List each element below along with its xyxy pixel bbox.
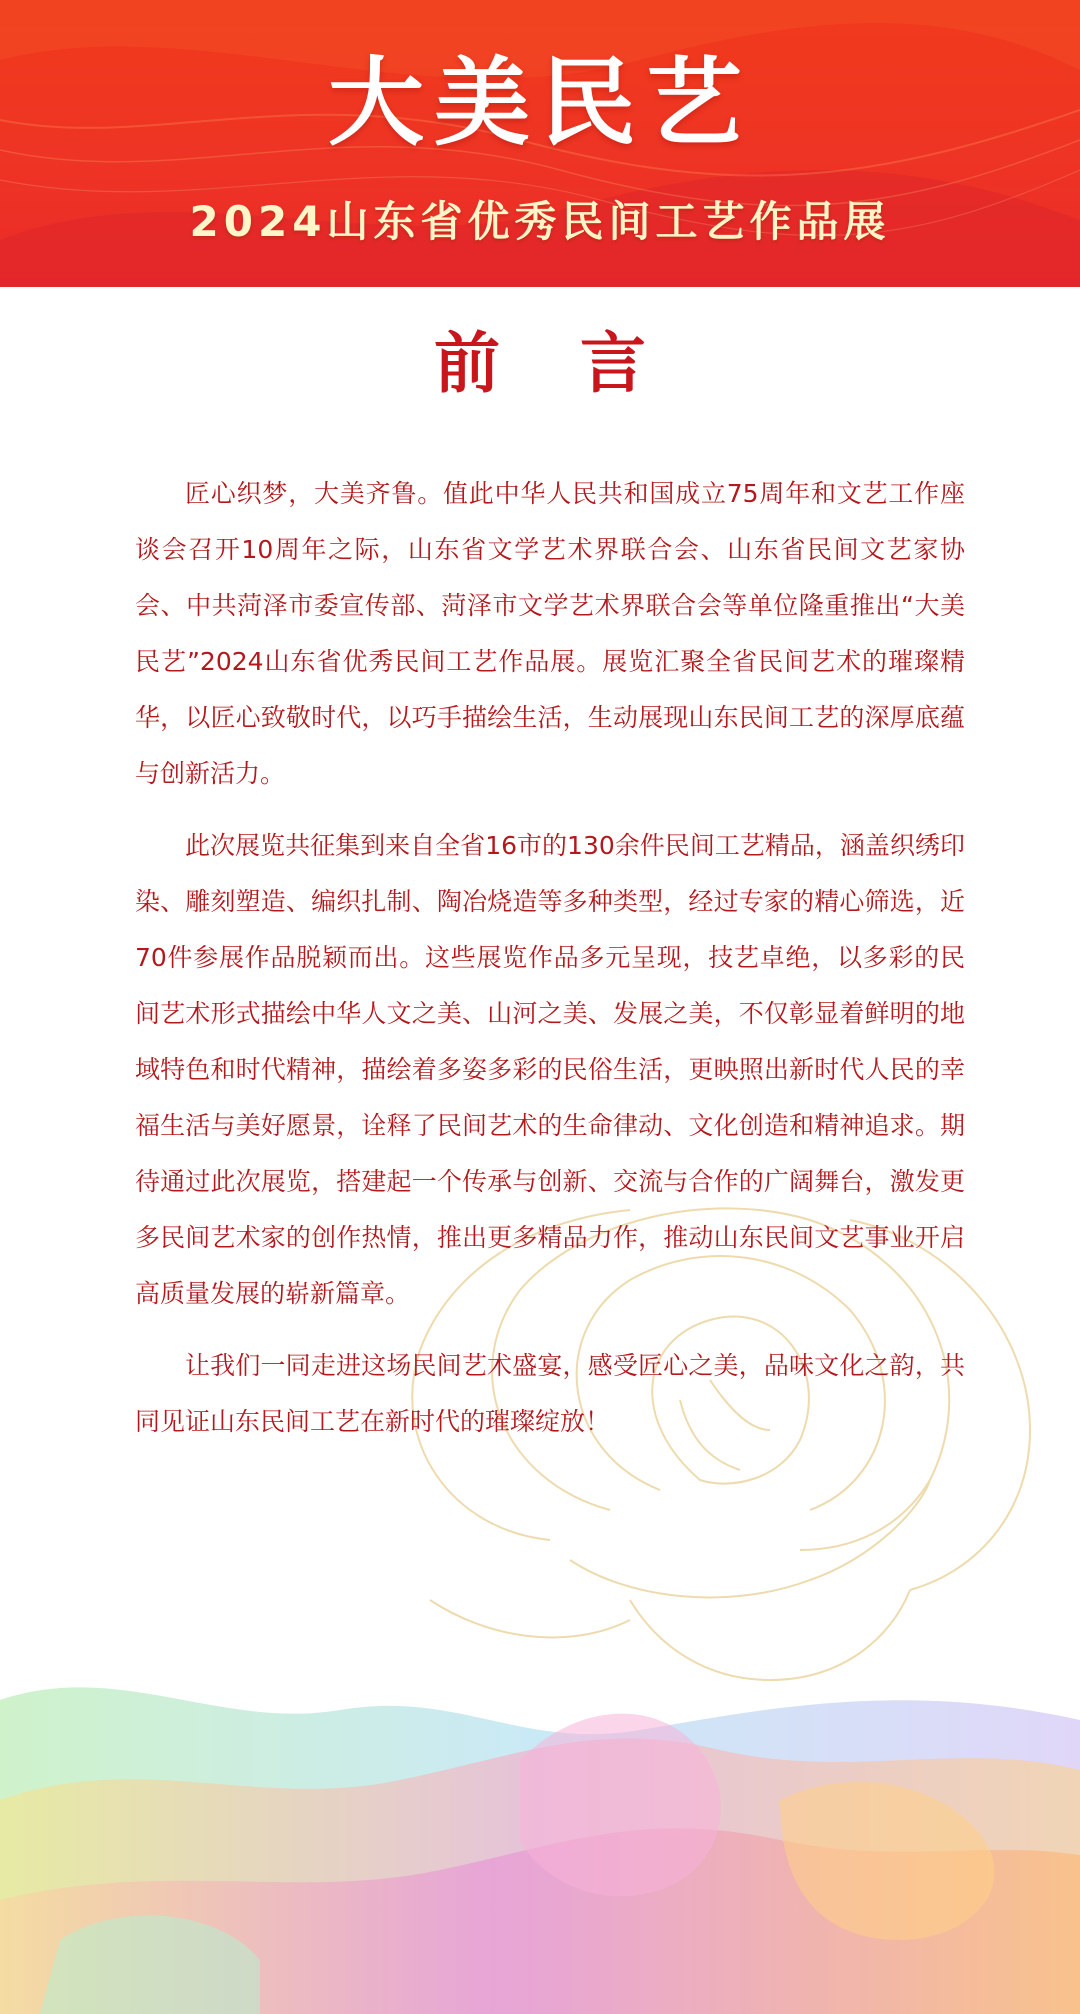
preface-paragraph-2: 此次展览共征集到来自全省16市的130余件民间工艺精品，涵盖织绣印染、雕刻塑造、编织扎制、陶冶烧造等多种类型，经过专家的精心筛选，近70件参展作品脱颖而出。这些展览作品多元呈现，技艺卓绝，以多彩的民间艺术形式描绘中华人文之美、山河之美、发展之美，不仅彰显着鲜明的地域特色和时代精神，描绘着多姿多彩的民俗生活，更映照出新时代人民的幸福生活与美好愿景，诠释了民间艺术的生命律动、文化创造和精神追求。期待通过此次展览，搭建起一个传承与创新、交流与合作的广阔舞台，激发更多民间艺术家的创作热情，推出更多精品力作，推动山东民间文艺事业开启高质量发展的崭新篇章。 [135,831,965,1308]
preface-body [135,466,965,1466]
preface-heading: 前言 [434,324,726,402]
preface-paragraph-1: 匠心织梦，大美齐鲁。值此中华人民共和国成立75周年和文艺工作座谈会召开10周年之际，山东省文学艺术界联合会、山东省民间文艺家协会、中共菏泽市委宣传部、菏泽市文学艺术界联合会等单位隆重推出“大美民艺”2024山东省优秀民间工艺作品展。展览汇聚全省民间艺术的璀璨精华，以匠心致敬时代，以巧手描绘生活，生动展现山东民间工艺的深厚底蕴与创新活力。 [135,479,965,788]
exhibition-title: 大美民艺 [328,46,752,159]
preface-paragraph-3: 让我们一同走进这场民间艺术盛宴，感受匠心之美，品味文化之韵，共同见证山东民间工艺在新时代的璀璨绽放！ [135,1351,965,1436]
ribbon-wave-decoration [0,1640,1080,2014]
header-banner [0,0,1080,287]
exhibition-subtitle: 2024山东省优秀民间工艺作品展 [189,197,891,246]
